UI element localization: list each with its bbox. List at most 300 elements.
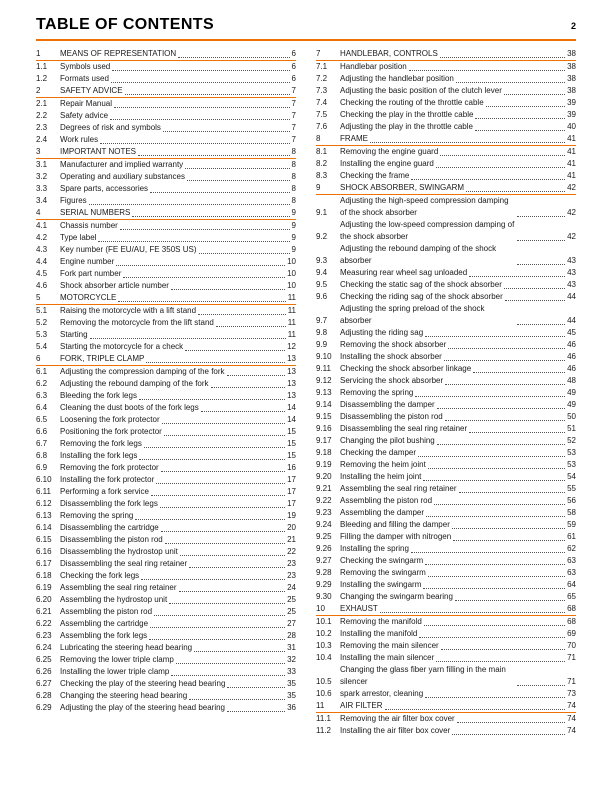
entry-number: 6.19 bbox=[36, 583, 52, 592]
dot-leader bbox=[423, 480, 565, 481]
entry-number: 6 bbox=[36, 354, 41, 363]
entry-page: 19 bbox=[287, 511, 296, 520]
entry-page: 11 bbox=[287, 318, 296, 327]
entry-title: Changing the pilot bushing bbox=[340, 436, 435, 445]
entry-title: Adjusting the basic position of the clutch lever bbox=[340, 86, 502, 95]
toc-entry-row bbox=[36, 426, 296, 438]
dot-leader bbox=[180, 555, 285, 556]
entry-number: 7.1 bbox=[316, 62, 328, 71]
entry-number: 5.4 bbox=[36, 342, 48, 351]
entry-number: 9.16 bbox=[316, 424, 332, 433]
dot-leader bbox=[452, 528, 565, 529]
toc-entry-row bbox=[36, 183, 296, 195]
entry-number: 9.2 bbox=[316, 232, 328, 241]
toc-entry-row bbox=[36, 317, 296, 329]
entry-title: Loosening the fork protector bbox=[60, 415, 160, 424]
entry-page: 73 bbox=[567, 689, 576, 698]
dot-leader bbox=[169, 603, 285, 604]
entry-title: Checking the swingarm bbox=[340, 556, 424, 565]
entry-page: 43 bbox=[567, 280, 576, 289]
entry-page: 41 bbox=[567, 134, 576, 143]
dot-leader bbox=[425, 336, 565, 337]
entry-number: 10.5 bbox=[316, 677, 332, 686]
dot-leader bbox=[149, 639, 285, 640]
entry-number: 7.3 bbox=[316, 86, 328, 95]
toc-entry-row bbox=[316, 531, 576, 543]
toc-entry-row bbox=[36, 390, 296, 402]
toc-entry-row bbox=[36, 98, 296, 110]
entry-page: 7 bbox=[291, 99, 296, 108]
toc-entry-row bbox=[36, 244, 296, 256]
dot-leader bbox=[120, 229, 290, 230]
dot-leader bbox=[440, 57, 565, 58]
entry-page: 44 bbox=[567, 316, 576, 325]
entry-number: 2 bbox=[36, 86, 41, 95]
entry-number: 6.17 bbox=[36, 559, 52, 568]
entry-number: 9.13 bbox=[316, 388, 332, 397]
entry-title: Safety advice bbox=[60, 111, 109, 120]
entry-title: MEANS OF REPRESENTATION bbox=[60, 49, 177, 58]
entry-page: 42 bbox=[567, 183, 576, 192]
dot-leader bbox=[141, 579, 285, 580]
dot-leader bbox=[504, 94, 565, 95]
dot-leader bbox=[138, 155, 290, 156]
dot-leader bbox=[453, 540, 565, 541]
dot-leader bbox=[380, 612, 565, 613]
toc-entry-row bbox=[316, 567, 576, 579]
dot-leader bbox=[116, 265, 285, 266]
entry-number: 4.2 bbox=[36, 233, 48, 242]
dot-leader bbox=[194, 651, 285, 652]
entry-number: 9.28 bbox=[316, 568, 332, 577]
entry-title: Checking the damper bbox=[340, 448, 417, 457]
entry-title: Removing the swingarm bbox=[340, 568, 426, 577]
entry-title: Installing the shock absorber bbox=[340, 352, 442, 361]
entry-number: 4 bbox=[36, 208, 41, 217]
toc-entry-row bbox=[36, 498, 296, 510]
toc-entry-row bbox=[36, 594, 296, 606]
toc-entry-row bbox=[316, 591, 576, 603]
entry-number: 6.2 bbox=[36, 379, 48, 388]
toc-entry-row bbox=[316, 327, 576, 339]
entry-title: Checking the routing of the throttle cable bbox=[340, 98, 484, 107]
entry-number: 6.3 bbox=[36, 391, 48, 400]
entry-title: Starting the motorcycle for a check bbox=[60, 342, 184, 351]
entry-title: Adjusting the rebound damping of the fork bbox=[60, 379, 209, 388]
entry-number: 6.21 bbox=[36, 607, 52, 616]
entry-page: 71 bbox=[567, 677, 576, 686]
entry-number: 3.3 bbox=[36, 184, 48, 193]
entry-number: 6.12 bbox=[36, 499, 52, 508]
toc-entry-row bbox=[316, 713, 576, 725]
toc-entry-row bbox=[36, 642, 296, 654]
entry-page: 35 bbox=[287, 679, 296, 688]
toc-entry-row bbox=[316, 195, 576, 219]
entry-page: 39 bbox=[567, 110, 576, 119]
entry-title: Checking the fork legs bbox=[60, 571, 140, 580]
entry-number: 6.10 bbox=[36, 475, 52, 484]
entry-page: 11 bbox=[287, 330, 296, 339]
toc-entry-row bbox=[36, 702, 296, 714]
entry-number: 6.20 bbox=[36, 595, 52, 604]
entry-number: 6.14 bbox=[36, 523, 52, 532]
entry-page: 46 bbox=[567, 352, 576, 361]
entry-number: 4.1 bbox=[36, 221, 48, 230]
dot-leader bbox=[517, 324, 565, 325]
entry-number: 6.7 bbox=[36, 439, 48, 448]
toc-chapter-row bbox=[316, 182, 576, 195]
entry-number: 7.5 bbox=[316, 110, 328, 119]
entry-title: Removing the engine guard bbox=[340, 147, 439, 156]
entry-page: 16 bbox=[287, 463, 296, 472]
entry-number: 2.3 bbox=[36, 123, 48, 132]
dot-leader bbox=[162, 423, 285, 424]
entry-number: 9.9 bbox=[316, 340, 328, 349]
toc-entry-row bbox=[316, 146, 576, 158]
toc-entry-row bbox=[316, 243, 576, 267]
entry-number: 4.3 bbox=[36, 245, 48, 254]
entry-number: 9.23 bbox=[316, 508, 332, 517]
entry-title: Cleaning the dust boots of the fork legs bbox=[60, 403, 199, 412]
dot-leader bbox=[125, 94, 290, 95]
entry-number: 9.17 bbox=[316, 436, 332, 445]
entry-page: 17 bbox=[287, 487, 296, 496]
toc-entry-row bbox=[36, 378, 296, 390]
entry-title: Adjusting the high-speed compression damping of the shock absorber bbox=[340, 196, 509, 217]
entry-number: 6.27 bbox=[36, 679, 52, 688]
dot-leader bbox=[436, 167, 565, 168]
dot-leader bbox=[189, 567, 285, 568]
entry-title: Symbols used bbox=[60, 62, 111, 71]
dot-leader bbox=[90, 338, 286, 339]
toc-entry-row bbox=[36, 195, 296, 207]
entry-number: 4.4 bbox=[36, 257, 48, 266]
entry-title: HANDLEBAR, CONTROLS bbox=[340, 49, 438, 58]
toc-entry-row bbox=[316, 279, 576, 291]
entry-page: 45 bbox=[567, 328, 576, 337]
dot-leader bbox=[415, 396, 565, 397]
toc-entry-row bbox=[316, 170, 576, 182]
entry-number: 9.12 bbox=[316, 376, 332, 385]
entry-page: 7 bbox=[291, 86, 296, 95]
toc-chapter-row bbox=[316, 603, 576, 616]
toc-entry-row bbox=[316, 507, 576, 519]
entry-title: Changing the swingarm bearing bbox=[340, 592, 453, 601]
toc-entry-row bbox=[36, 606, 296, 618]
dot-leader bbox=[227, 375, 286, 376]
dot-leader bbox=[517, 216, 565, 217]
entry-title: Assembling the cartridge bbox=[60, 619, 149, 628]
entry-title: Assembling the seal ring retainer bbox=[340, 484, 457, 493]
toc-entry-row bbox=[36, 486, 296, 498]
toc-entry-row bbox=[36, 534, 296, 546]
entry-page: 63 bbox=[567, 568, 576, 577]
entry-title: SHOCK ABSORBER, SWINGARM bbox=[340, 183, 465, 192]
entry-title: Disassembling the seal ring retainer bbox=[340, 424, 468, 433]
entry-page: 70 bbox=[567, 641, 576, 650]
entry-number: 6.24 bbox=[36, 643, 52, 652]
dot-leader bbox=[459, 492, 566, 493]
entry-title: Adjusting the spring preload of the shock absorber bbox=[340, 304, 485, 325]
page-number: 2 bbox=[570, 21, 576, 31]
entry-page: 10 bbox=[287, 269, 296, 278]
entry-number: 11.1 bbox=[316, 714, 331, 723]
entry-title: Fork part number bbox=[60, 269, 122, 278]
dot-leader bbox=[189, 699, 285, 700]
toc-entry-row bbox=[316, 459, 576, 471]
dot-leader bbox=[457, 722, 565, 723]
entry-number: 8 bbox=[316, 134, 321, 143]
dot-leader bbox=[440, 155, 565, 156]
dot-leader bbox=[216, 326, 286, 327]
toc-entry-row bbox=[36, 438, 296, 450]
entry-number: 9.26 bbox=[316, 544, 332, 553]
entry-title: Installing the manifold bbox=[340, 629, 418, 638]
entry-number: 9.24 bbox=[316, 520, 332, 529]
entry-title: Disassembling the piston rod bbox=[60, 535, 163, 544]
entry-page: 46 bbox=[567, 364, 576, 373]
entry-number: 5.1 bbox=[36, 306, 48, 315]
toc-entry-row bbox=[316, 411, 576, 423]
toc-entry-row bbox=[36, 462, 296, 474]
entry-number: 6.28 bbox=[36, 691, 52, 700]
entry-title: Removing the spring bbox=[60, 511, 134, 520]
entry-page: 59 bbox=[567, 520, 576, 529]
toc-entry-row bbox=[36, 582, 296, 594]
entry-number: 6.16 bbox=[36, 547, 52, 556]
dot-leader bbox=[441, 649, 565, 650]
entry-page: 36 bbox=[287, 703, 296, 712]
entry-page: 8 bbox=[291, 196, 296, 205]
toc-entry-row bbox=[316, 483, 576, 495]
entry-title: Formats used bbox=[60, 74, 109, 83]
toc-entry-row bbox=[316, 579, 576, 591]
entry-page: 71 bbox=[567, 653, 576, 662]
entry-number: 9.8 bbox=[316, 328, 328, 337]
dot-leader bbox=[98, 241, 289, 242]
entry-title: Adjusting the low-speed compression damping of the shock absorber bbox=[340, 220, 515, 241]
entry-page: 62 bbox=[567, 544, 576, 553]
dot-leader bbox=[466, 191, 565, 192]
entry-number: 4.5 bbox=[36, 269, 48, 278]
toc-entry-row bbox=[316, 688, 576, 700]
toc-chapter-row bbox=[36, 146, 296, 159]
entry-title: Installing the engine guard bbox=[340, 159, 434, 168]
dot-leader bbox=[486, 106, 565, 107]
entry-page: 23 bbox=[287, 559, 296, 568]
entry-page: 8 bbox=[291, 147, 296, 156]
entry-page: 44 bbox=[567, 292, 576, 301]
dot-leader bbox=[135, 519, 285, 520]
entry-page: 38 bbox=[567, 86, 576, 95]
entry-title: Bleeding and filling the damper bbox=[340, 520, 450, 529]
entry-number: 3.1 bbox=[36, 160, 48, 169]
toc-entry-row bbox=[316, 725, 576, 737]
dot-leader bbox=[139, 459, 285, 460]
toc-entry-row bbox=[316, 387, 576, 399]
dot-leader bbox=[517, 264, 565, 265]
entry-title: AIR FILTER bbox=[340, 701, 383, 710]
entry-number: 10.2 bbox=[316, 629, 332, 638]
entry-number: 6.25 bbox=[36, 655, 52, 664]
toc-entry-row bbox=[36, 329, 296, 341]
entry-title: Handlebar position bbox=[340, 62, 407, 71]
entry-page: 13 bbox=[287, 367, 296, 376]
entry-page: 49 bbox=[567, 388, 576, 397]
entry-number: 5.3 bbox=[36, 330, 48, 339]
toc-entry-row bbox=[316, 267, 576, 279]
entry-title: Positioning the fork protector bbox=[60, 427, 162, 436]
dot-leader bbox=[455, 600, 565, 601]
entry-title: Adjusting the play of the steering head bearing bbox=[60, 703, 226, 712]
entry-number: 9.27 bbox=[316, 556, 332, 565]
entry-page: 38 bbox=[567, 74, 576, 83]
entry-page: 41 bbox=[567, 147, 576, 156]
dot-leader bbox=[160, 507, 285, 508]
entry-number: 9.14 bbox=[316, 400, 332, 409]
entry-page: 69 bbox=[567, 629, 576, 638]
entry-number: 6.13 bbox=[36, 511, 52, 520]
entry-page: 11 bbox=[287, 306, 296, 315]
entry-title: Starting bbox=[60, 330, 88, 339]
dot-leader bbox=[445, 384, 565, 385]
toc-entry-row bbox=[36, 134, 296, 146]
title-divider bbox=[36, 39, 576, 41]
entry-title: EXHAUST bbox=[340, 604, 378, 613]
dot-leader bbox=[151, 495, 285, 496]
entry-title: Operating and auxiliary substances bbox=[60, 172, 185, 181]
entry-number: 2.4 bbox=[36, 135, 48, 144]
dot-leader bbox=[444, 360, 565, 361]
entry-page: 52 bbox=[567, 436, 576, 445]
entry-title: Removing the spring bbox=[340, 388, 414, 397]
entry-title: Disassembling the cartridge bbox=[60, 523, 159, 532]
entry-number: 10.6 bbox=[316, 689, 332, 698]
entry-number: 4.6 bbox=[36, 281, 48, 290]
toc-entry-row bbox=[316, 447, 576, 459]
entry-page: 17 bbox=[287, 499, 296, 508]
toc-entry-row bbox=[316, 471, 576, 483]
dot-leader bbox=[227, 687, 285, 688]
toc-entry-row bbox=[316, 375, 576, 387]
dot-leader bbox=[100, 143, 289, 144]
dot-leader bbox=[144, 447, 285, 448]
entry-page: 49 bbox=[567, 400, 576, 409]
entry-title: Removing the main silencer bbox=[340, 641, 439, 650]
toc-entry-row bbox=[36, 366, 296, 378]
entry-page: 25 bbox=[287, 607, 296, 616]
dot-leader bbox=[89, 204, 290, 205]
entry-page: 13 bbox=[287, 379, 296, 388]
toc-chapter-row bbox=[36, 48, 296, 61]
toc-entry-row bbox=[316, 219, 576, 243]
toc-entry-row bbox=[36, 341, 296, 353]
entry-page: 21 bbox=[287, 535, 296, 544]
entry-page: 20 bbox=[287, 523, 296, 532]
toc-entry-row bbox=[36, 305, 296, 317]
dot-leader bbox=[428, 576, 565, 577]
entry-title: Shock absorber article number bbox=[60, 281, 169, 290]
entry-title: Degrees of risk and symbols bbox=[60, 123, 161, 132]
entry-page: 7 bbox=[291, 135, 296, 144]
dot-leader bbox=[185, 168, 289, 169]
entry-title: FRAME bbox=[340, 134, 368, 143]
entry-page: 6 bbox=[291, 49, 296, 58]
toc-entry-row bbox=[316, 351, 576, 363]
toc-entry-row bbox=[316, 109, 576, 121]
toc-entry-row bbox=[316, 158, 576, 170]
entry-number: 8.2 bbox=[316, 159, 328, 168]
entry-number: 8.1 bbox=[316, 147, 328, 156]
toc-entry-row bbox=[36, 61, 296, 73]
entry-page: 65 bbox=[567, 592, 576, 601]
toc-entry-row bbox=[316, 495, 576, 507]
dot-leader bbox=[118, 301, 285, 302]
entry-title: Disassembling the fork legs bbox=[60, 499, 158, 508]
entry-title: Installing the fork legs bbox=[60, 451, 138, 460]
entry-title: Installing the swingarm bbox=[340, 580, 422, 589]
entry-title: Lubricating the steering head bearing bbox=[60, 643, 193, 652]
entry-number: 5 bbox=[36, 293, 41, 302]
entry-number: 5.2 bbox=[36, 318, 48, 327]
entry-page: 15 bbox=[287, 451, 296, 460]
toc-entry-row bbox=[316, 616, 576, 628]
entry-number: 7.4 bbox=[316, 98, 328, 107]
toc-entry-row bbox=[316, 73, 576, 85]
toc-entry-row bbox=[36, 522, 296, 534]
entry-page: 55 bbox=[567, 484, 576, 493]
entry-title: Checking the frame bbox=[340, 171, 410, 180]
entry-page: 53 bbox=[567, 460, 576, 469]
toc-entry-row bbox=[316, 435, 576, 447]
entry-number: 1 bbox=[36, 49, 41, 58]
toc-entry-row bbox=[36, 159, 296, 171]
entry-page: 48 bbox=[567, 376, 576, 385]
toc-entry-row bbox=[316, 97, 576, 109]
entry-title: Installing the air filter box cover bbox=[340, 726, 451, 735]
entry-number: 6.15 bbox=[36, 535, 52, 544]
entry-number: 2.2 bbox=[36, 111, 48, 120]
toc-entry-row bbox=[316, 303, 576, 327]
toc-entry-row bbox=[316, 640, 576, 652]
entry-title: Removing the lower triple clamp bbox=[60, 655, 174, 664]
dot-leader bbox=[211, 387, 286, 388]
entry-number: 6.29 bbox=[36, 703, 52, 712]
entry-page: 53 bbox=[567, 448, 576, 457]
toc-entry-row bbox=[316, 121, 576, 133]
dot-leader bbox=[517, 685, 565, 686]
entry-page: 9 bbox=[291, 233, 296, 242]
toc-entry-row bbox=[36, 256, 296, 268]
entry-title: Engine number bbox=[60, 257, 115, 266]
entry-number: 11 bbox=[316, 701, 325, 710]
toc-entry-row bbox=[36, 654, 296, 666]
dot-leader bbox=[469, 432, 565, 433]
entry-number: 9.4 bbox=[316, 268, 328, 277]
toc-entry-row bbox=[36, 450, 296, 462]
entry-page: 68 bbox=[567, 604, 576, 613]
entry-page: 58 bbox=[567, 508, 576, 517]
entry-title: Disassembling the damper bbox=[340, 400, 435, 409]
entry-title: Assembling the damper bbox=[340, 508, 425, 517]
entry-page: 13 bbox=[287, 354, 296, 363]
entry-page: 28 bbox=[287, 631, 296, 640]
entry-title: Spare parts, accessories bbox=[60, 184, 149, 193]
toc-chapter-row bbox=[316, 48, 576, 61]
toc-entry-row bbox=[316, 399, 576, 411]
entry-number: 6.4 bbox=[36, 403, 48, 412]
entry-page: 46 bbox=[567, 340, 576, 349]
